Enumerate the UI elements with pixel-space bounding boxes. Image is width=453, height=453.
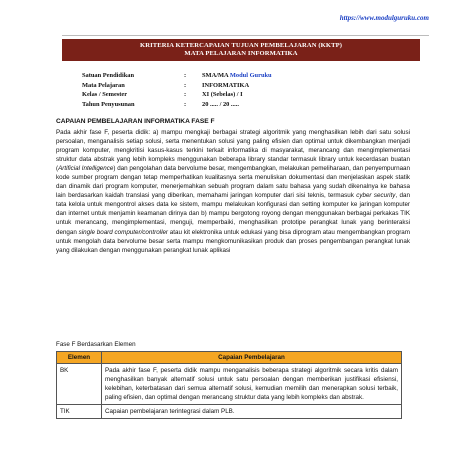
brand-name: Modul Guruku bbox=[229, 72, 272, 79]
section-heading: CAPAIAN PEMBELAJARAN INFORMATIKA FASE F bbox=[56, 118, 215, 125]
document-metadata bbox=[82, 71, 272, 109]
table-row bbox=[57, 364, 402, 405]
para-italic: Artificial Intelligence bbox=[58, 165, 114, 173]
meta-value bbox=[202, 71, 272, 81]
para-italic: single board computer/controller bbox=[78, 228, 169, 236]
meta-colon: : bbox=[184, 81, 187, 89]
table-header-row bbox=[57, 352, 402, 364]
cell-elemen: BK bbox=[57, 364, 102, 405]
para-italic: cyber security bbox=[356, 192, 396, 200]
para-text: , dan tata kelola untuk mengontrol akses data ke sistem, mampu melakukan konfigurasi dan setting komputer ke jaringan komputer dan internet untuk menjamin keamanan dirinya dan b) mampu bergotong royong dengan menggunakan berbagai perkakas TIK untuk merancang, mengimplementasi, menguji, memperbaiki, menghasilkan prototipe perangkat lunak yang berinteraksi dengan bbox=[56, 192, 410, 236]
header-divider bbox=[62, 35, 429, 36]
cell-elemen: TIK bbox=[57, 405, 102, 419]
cell-capaian: Pada akhir fase F, peserta didik mampu menganalisis beberapa strategi algoritmik secara kritis dalam menghasilkan banyak alternatif solusi untuk satu persoalan dengan memberikan justifikasi efisiensi, kelebihan, keterbatasan dari semua alternatif solusi, kemudian memilih dan menerapkan solusi terbaik, paling efisien, dan optimal dengan merancang struktur data yang lebih kompleks dan abstrak. bbox=[102, 364, 402, 405]
banner-title: KRITERIA KETERCAPAIAN TUJUAN PEMBELAJARAN (KKTP) bbox=[139, 42, 342, 49]
capaian-paragraph bbox=[56, 128, 410, 255]
meta-row-satuan bbox=[82, 71, 272, 81]
meta-row-kelas bbox=[82, 90, 272, 100]
meta-value-text: SMA/MA bbox=[202, 72, 230, 79]
para-text: atau kit elektronika untuk edukasi yang bisa diprogram atau mengembangkan program untuk mengolah data bervolume besar serta mampu mengkomunikasikan produk dan proses pengembangan perangkat lunak yang dilakukan dengan menggunakan perangkat lunak aplikasi bbox=[56, 228, 410, 254]
meta-value: 20 ..... / 20 ..... bbox=[202, 100, 239, 108]
title-banner bbox=[62, 39, 420, 61]
cell-capaian: Capaian pembelajaran terintegrasi dalam PLB. bbox=[102, 405, 402, 419]
para-text: Pada akhir fase F, peserta didik: a) mampu mengkaji berbagai strategi algoritmik yang menghasilkan lebih dari satu solusi persoalan, menganalisis setiap solusi, serta menentukan solusi yang paling efisien dan optimal untuk dikembangkan menjadi program komputer, mengkritisi kasus-kasus terkini terkait informatika di masyarakat, merancang dan mengimplementasi struktur data abstrak yang lebih kompleks menggunakan beberapa library standar termasuk library untuk kecerdasan buatan ( bbox=[56, 129, 410, 173]
column-header-elemen: Elemen bbox=[57, 352, 102, 364]
banner-subtitle: MATA PELAJARAN INFORMATIKA bbox=[184, 50, 298, 58]
site-url[interactable]: https://www.modulguruku.com bbox=[339, 14, 429, 22]
meta-colon: : bbox=[184, 100, 187, 108]
meta-key: Mata Pelajaran bbox=[82, 81, 125, 89]
meta-row-mapel bbox=[82, 81, 272, 91]
table-caption: Fase F Berdasarkan Elemen bbox=[56, 341, 136, 348]
meta-value: XI (Sebelas) / I bbox=[202, 91, 243, 99]
column-header-capaian: Capaian Pembelajaran bbox=[102, 352, 402, 364]
meta-colon: : bbox=[184, 91, 187, 99]
meta-row-tahun bbox=[82, 100, 272, 110]
meta-key: Satuan Pendidikan bbox=[82, 72, 135, 79]
para-text: ) dan pengolahan data bervolume besar, mengembangkan, melakukan pemeliharaan, dan penyempurnaan kode sumber program dengan tetap memperhatikan kualitasnya serta menuliskan dokumentasi dan menjelaskan aspek statik dan dinamik dari program komputer, menerjemahkan sebuah program dalam satu bahasa yang sudah dikenalnya ke bahasa lain berdasarkan kaidah translasi yang diberikan, memahami jaringan komputer dari sisi teknis, termasuk bbox=[56, 165, 410, 200]
meta-value: INFORMATIKA bbox=[202, 81, 250, 89]
meta-key: Tahun Penyusunan bbox=[82, 100, 135, 108]
table-row bbox=[57, 405, 402, 419]
meta-key: Kelas / Semester bbox=[82, 91, 128, 99]
meta-colon: : bbox=[184, 72, 187, 79]
elemen-table bbox=[56, 351, 402, 419]
